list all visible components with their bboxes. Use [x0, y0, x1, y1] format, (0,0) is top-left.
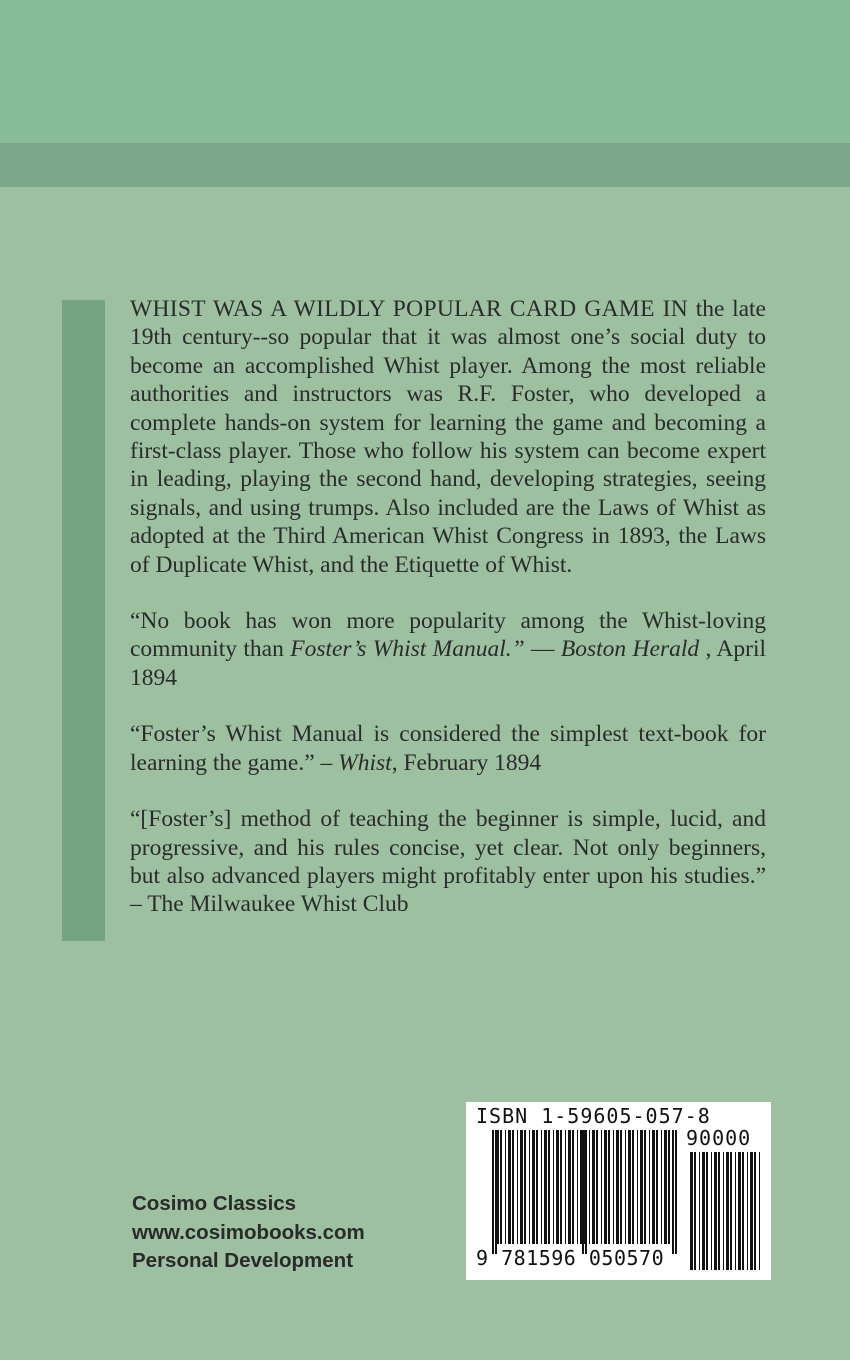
isbn-barcode-box — [466, 1102, 771, 1280]
publisher-name: Cosimo Classics — [132, 1192, 297, 1215]
barcode-bar — [577, 1130, 578, 1244]
publisher-website: www.cosimobooks.com — [132, 1220, 365, 1244]
decorative-side-bar — [62, 300, 105, 941]
barcode-bar — [524, 1130, 526, 1244]
description-body: the late 19th century--so popular that it was almost one’s social duty to become an accomplished Whist player. Among the most reliable authorities and instructors was R.F. Foster, who developed a complete hands-on system for learning the game and becoming a first-class player. Those who follow his system can become expert in leading, playing the second hand, developing strategies, seeing signals, and using trumps. Also included are the Laws of Whist as adopted at the Third American Whist Congress in 1893, the Laws of Duplicate Whist, and the Etiquette of Whist. — [130, 296, 766, 578]
top-color-band — [0, 0, 850, 143]
barcode-bar — [750, 1152, 753, 1270]
back-cover-text — [130, 295, 766, 947]
quote-milwaukee — [130, 805, 766, 919]
barcode-bar — [723, 1152, 724, 1270]
barcode-bar — [565, 1130, 566, 1244]
quote-source: Whist — [338, 749, 392, 776]
barcode-bar — [505, 1130, 506, 1244]
quote-text: “No book has won more popularity among the Whist-loving community than — [130, 608, 766, 663]
barcode-guard-bar — [672, 1130, 674, 1254]
barcode-bar — [508, 1130, 511, 1244]
barcode-bar — [640, 1130, 643, 1244]
barcode-bar — [706, 1152, 708, 1270]
barcode-bar — [747, 1152, 748, 1270]
barcode-bar — [711, 1152, 712, 1270]
barcode-bar — [637, 1130, 638, 1244]
quote-date: , April 1894 — [130, 636, 767, 691]
barcode-guard-bar — [675, 1130, 677, 1254]
barcode-bar — [608, 1130, 610, 1244]
barcode-bar — [568, 1130, 571, 1244]
barcode-bar — [649, 1130, 650, 1244]
barcode-bar — [730, 1152, 732, 1270]
quote-text: “[Foster’s] method of teaching the beginner is simple, lucid, and progressive, and his rules concise, yet clear. Not only beginners, but also advanced players might profitably enter upon his studies.” – The Milwaukee Whist Club — [130, 806, 766, 918]
barcode-bar — [532, 1130, 535, 1244]
barcode-bar — [625, 1130, 626, 1244]
barcode-bar — [632, 1130, 634, 1244]
barcode-bar — [754, 1152, 756, 1270]
barcode-bar — [548, 1130, 550, 1244]
barcode-bar — [592, 1130, 595, 1244]
barcode-bar — [668, 1130, 670, 1244]
quote-boston-herald — [130, 607, 766, 692]
barcode-bar — [644, 1130, 646, 1244]
quote-whist — [130, 720, 766, 777]
barcode-bar — [735, 1152, 736, 1270]
quote-book-title: Foster’s Whist Manual.” — [290, 636, 525, 663]
barcode-guard-bar — [492, 1130, 494, 1254]
barcode-bar — [589, 1130, 590, 1244]
description-lead: WHIST WAS A WILDLY POPULAR CARD GAME IN — [130, 296, 689, 322]
barcode-bar — [702, 1152, 705, 1270]
barcode-bar — [616, 1130, 619, 1244]
barcode-bar — [520, 1130, 523, 1244]
barcode-bar — [601, 1130, 602, 1244]
barcode-bar — [596, 1130, 598, 1244]
dark-stripe-band — [0, 143, 850, 187]
barcode-bar — [544, 1130, 547, 1244]
quote-date: , February 1894 — [391, 749, 542, 776]
quote-dash: — — [524, 636, 561, 663]
barcode-bar — [726, 1152, 729, 1270]
ean-number-label: 9 781596 050570 — [476, 1246, 665, 1270]
publisher-category: Personal Development — [132, 1249, 354, 1272]
barcode-bar — [759, 1152, 760, 1270]
barcode-bar — [553, 1130, 554, 1244]
barcode-bar — [517, 1130, 518, 1244]
barcode-bar — [604, 1130, 607, 1244]
barcode-bar — [664, 1130, 667, 1244]
barcode-bar — [628, 1130, 631, 1244]
barcode-bar — [661, 1130, 662, 1244]
barcode-bar — [714, 1152, 717, 1270]
barcode-bar — [694, 1152, 696, 1270]
barcode-bar — [738, 1152, 741, 1270]
barcode-bar — [656, 1130, 658, 1244]
description-paragraph — [130, 295, 766, 579]
quote-source: Boston Herald — [560, 636, 700, 663]
barcode-bar — [556, 1130, 559, 1244]
barcode-bar — [572, 1130, 574, 1244]
quote-text: “Foster’s Whist Manual is considered the simplest text-book for learning the game.” – — [130, 721, 766, 776]
barcode-bar — [529, 1130, 530, 1244]
barcode-guard-bar — [582, 1130, 584, 1254]
publisher-info — [132, 1190, 365, 1276]
barcode-bar — [620, 1130, 622, 1244]
barcode-bar — [699, 1152, 700, 1270]
barcode-bar — [718, 1152, 720, 1270]
barcode-bar — [690, 1152, 693, 1270]
barcode-bar — [613, 1130, 614, 1244]
barcode-guard-bar — [495, 1130, 497, 1254]
barcode-bar — [560, 1130, 562, 1244]
barcode-guard-bar — [585, 1130, 587, 1254]
barcode-bar — [536, 1130, 538, 1244]
barcode-bar — [500, 1130, 502, 1244]
isbn-label: ISBN 1-59605-057-8 — [476, 1104, 711, 1128]
barcode-bar — [652, 1130, 655, 1244]
price-code-label: 90000 — [686, 1126, 752, 1150]
barcode-bar — [541, 1130, 542, 1244]
barcode-bar — [512, 1130, 514, 1244]
barcode-bar — [742, 1152, 744, 1270]
